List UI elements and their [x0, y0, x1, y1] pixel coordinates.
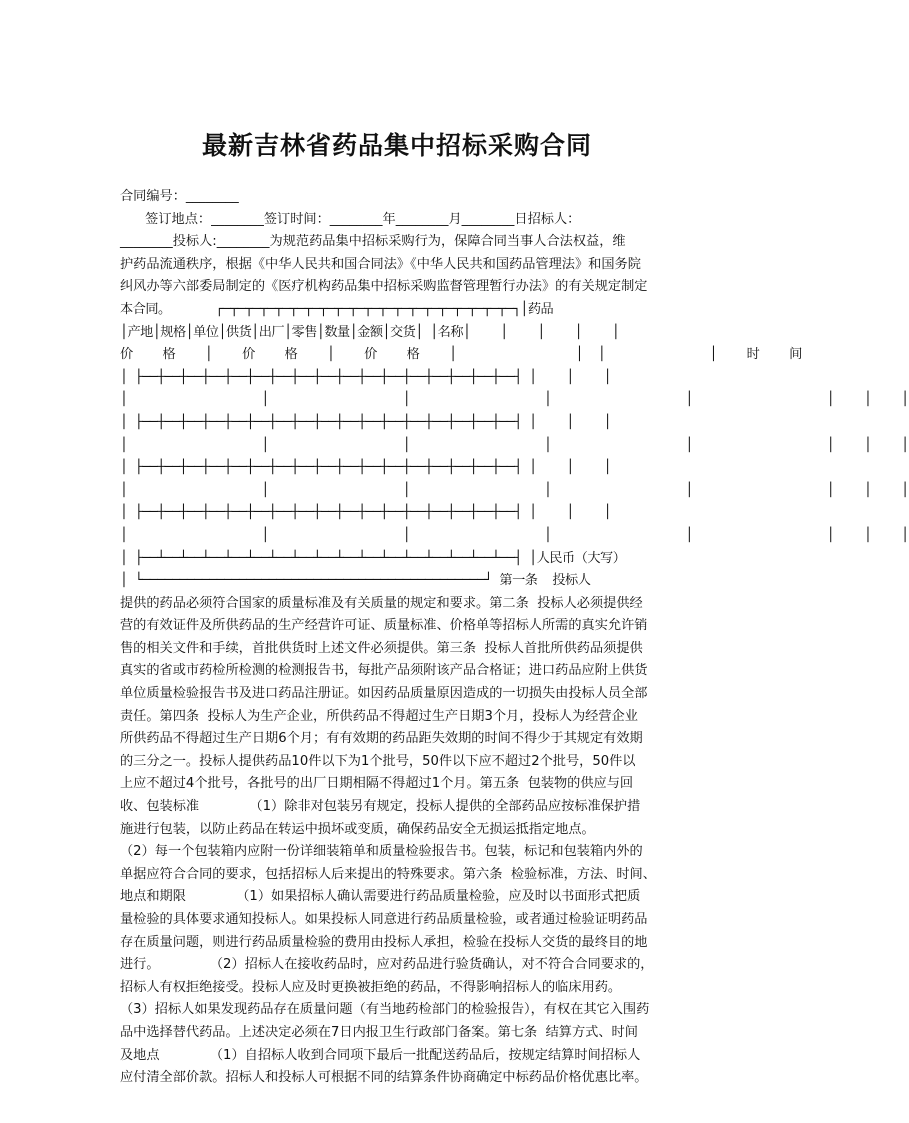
body-line: │产地│规格│单位│供货│出厂│零售│数量│金额│交货│ │名称│ │ │ │ │ — [120, 324, 620, 340]
body-line: 单据应符合合同的要求，包括招标人后来提出的特殊要求。第六条 检验标准，方法、时间、 — [120, 866, 656, 882]
body-line: 售的相关文件和手续，首批供货时上述文件必须提供。第三条 投标人首批所供药品须提供 — [120, 640, 643, 656]
body-line: 合同编号：________ — [120, 189, 239, 204]
body-line: 营的有效证件及所供药品的生产经营许可证、质量标准、价格单等招标人所需的真实允许销 — [120, 618, 648, 634]
body-line: │ ├──┼──┼──┼──┼──┼──┼──┼──┼──┼──┼──┼──┼──┼──┼──┼──┼──┤ │ │ │ — [120, 460, 612, 476]
body-line: 上应不超过4个批号，各批号的出厂日期相隔不得超过1个月。第五条 包装物的供应与回 — [120, 776, 634, 792]
body-line: │ ├──┼──┼──┼──┼──┼──┼──┼──┼──┼──┼──┼──┼──┼──┼──┼──┼──┤ │ │ │ — [120, 414, 612, 430]
body-line: （3）招标人如果发现药品存在质量问题（有当地药检部门的检验报告），有权在其它入围药 — [120, 1002, 650, 1018]
body-line: 应付清全部价款。招标人和投标人可根据不同的结算条件协商确定中标药品价格优惠比率。 — [120, 1070, 648, 1086]
body-line: 品中选择替代药品。上述决定必须在7日内报卫生行政部门备案。第七条 结算方式、时间 — [120, 1024, 638, 1040]
body-line: 及地点 （1）自招标人收到合同项下最后一批配送药品后，按规定结算时间招标人 — [120, 1047, 641, 1063]
body-line: 地点和期限 （1）如果招标人确认需要进行药品质量检验，应及时以书面形式把质 — [120, 889, 641, 905]
body-line: │ ├──┴──┴──┴──┴──┴──┴──┴──┴──┴──┴──┴──┴──┴──┴──┴──┴──┤ │人民币（大写） — [120, 550, 626, 566]
body-line: 的三分之一。投标人提供药品10件以下为1个批号，50件以下应不超过2个批号，50件以 — [120, 753, 636, 769]
body-line: 施进行包装，以防止药品在转运中损坏或变质，确保药品安全无损运抵指定地点。 — [120, 821, 595, 837]
body-line: │ │ │ │ │ │ │ │ — [120, 392, 909, 408]
body-line: 量检验的具体要求通知投标人。如果投标人同意进行药品质量检验，或者通过检验证明药品 — [120, 912, 648, 927]
body-line: 纠风办等六部委局制定的《医疗机构药品集中招标采购监督管理暂行办法》的有关规定制定 — [120, 279, 648, 295]
body-line: │ │ │ │ │ │ │ │ — [120, 482, 909, 498]
body-line: 所供药品不得超过生产日期6个月；有有效期的药品距失效期的时间不得少于其规定有效期 — [120, 731, 643, 747]
body-line: 存在质量问题，则进行药品质量检验的费用由投标人承担，检验在投标人交货的最终目的地 — [120, 934, 648, 950]
body-line: │ ├──┼──┼──┼──┼──┼──┼──┼──┼──┼──┼──┼──┼──┼──┼──┼──┼──┤ │ │ │ — [120, 369, 612, 385]
body-line: 本合同。 ┌─┬─┬─┬─┬─┬─┬─┬─┬─┬─┬─┬─┬─┬─┬─┬─┬─┬─┬─┬─┐│药品 — [120, 301, 554, 317]
body-line: 护药品流通秩序，根据《中华人民共和国合同法》《中华人民共和国药品管理法》和国务院 — [120, 256, 641, 272]
body-line: │ └──────────────────────────────────────────────┘ 第一条 投标人 — [120, 573, 591, 589]
body-line: （2）每一个包装箱内应附一份详细装箱单和质量检验报告书。包装，标记和包装箱内外的 — [120, 844, 643, 860]
body-line: │ │ │ │ │ │ │ │ — [120, 437, 909, 453]
body-line: 真实的省或市药检所检测的检测报告书，每批产品须附该产品合格证；进口药品应附上供货 — [120, 663, 648, 679]
document-title: 最新吉林省药品集中招标采购合同 — [201, 131, 592, 160]
body-line: 进行。 （2）招标人在接收药品时，应对药品进行验货确认，对不符合合同要求的， — [120, 957, 654, 973]
body-line: 单位质量检验报告书及进口药品注册证。如因药品质量原因造成的一切损失由投标人员全部 — [120, 686, 648, 702]
body-line: 签订地点：________签订时间：________年________月________日招标人： — [120, 211, 581, 227]
body-line: ________投标人:________为规范药品集中招标采购行为，保障合同当事人合法权益，维 — [120, 234, 626, 250]
body-line: 价 格 │ 价 格 │ 价 格 │ │ │ │ 时 间 — [120, 347, 802, 363]
body-line: 收、包装标准 （1）除非对包装另有规定，投标人提供的全部药品应按标准保护措 — [120, 799, 641, 815]
contract-body — [120, 186, 909, 1090]
body-line: │ ├──┼──┼──┼──┼──┼──┼──┼──┼──┼──┼──┼──┼──┼──┼──┼──┼──┤ │ │ │ — [120, 505, 612, 521]
body-line: 提供的药品必须符合国家的质量标准及有关质量的规定和要求。第二条 投标人必须提供经 — [120, 595, 643, 611]
body-line: 招标人有权拒绝接受。投标人应及时更换被拒绝的药品，不得影响招标人的临床用药。 — [120, 979, 622, 995]
body-line: 责任。第四条 投标人为生产企业，所供药品不得超过生产日期3个月，投标人为经营企业 — [120, 708, 638, 724]
body-line: │ │ │ │ │ │ │ │ — [120, 527, 909, 543]
